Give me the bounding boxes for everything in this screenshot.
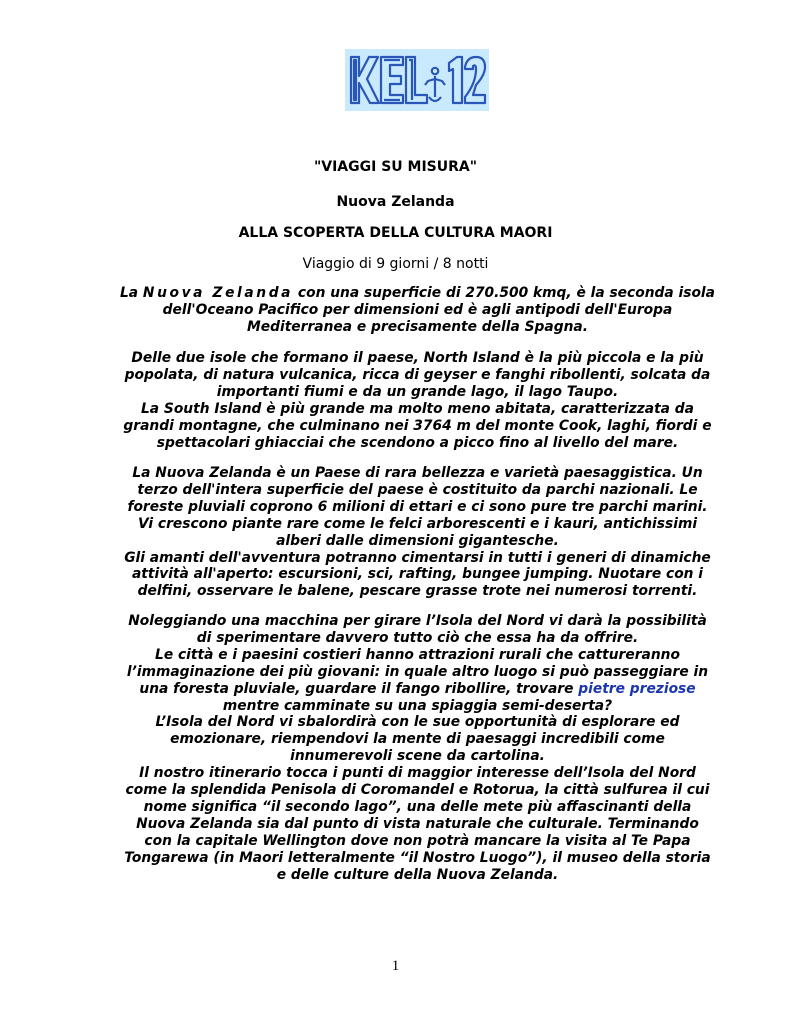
kel12-logo-graphic bbox=[345, 49, 489, 111]
paragraph-line: Il nostro itinerario tocca i punti di maggior interesse dell’Isola del Nord bbox=[139, 765, 696, 782]
subtitle-heading: ALLA SCOPERTA DELLA CULTURA MAORI bbox=[238, 225, 553, 241]
pietre-preziose-link[interactable]: pietre preziose bbox=[578, 680, 696, 697]
paragraph-line: e delle culture della Nuova Zelanda. bbox=[276, 866, 559, 883]
company-logo bbox=[345, 49, 489, 111]
paragraph-line: attività all'aperto: escursioni, sci, rafting, bungee jumping. Nuotare con i bbox=[131, 566, 704, 583]
paragraph-nature bbox=[90, 465, 745, 600]
trip-duration: Viaggio di 9 giorni / 8 notti bbox=[302, 256, 489, 272]
paragraph-line: popolata, di natura vulcanica, ricca di geyser e fanghi ribollenti, solcata da bbox=[124, 366, 711, 383]
paragraph-line: nome significa “il secondo lago”, una delle mete più affascinanti della bbox=[143, 798, 692, 815]
paragraph-line: Delle due isole che formano il paese, North Island è la più piccola e la più bbox=[131, 350, 704, 366]
paragraph-line: Mediterranea e precisamente della Spagna. bbox=[247, 318, 588, 335]
paragraph-line: foreste pluviali coprono 6 milioni di ettari e ci sono pure tre parchi marini. bbox=[127, 498, 708, 515]
paragraph-line: importanti fiumi e da un grande lago, il lago Taupo. bbox=[216, 383, 619, 400]
page-title: "VIAGGI SU MISURA" bbox=[313, 159, 478, 175]
paragraph-intro bbox=[90, 285, 745, 336]
paragraph-line: dell'Oceano Pacifico per dimensioni ed è agli antipodi dell'Europa bbox=[162, 301, 673, 318]
paragraph-line: Le città e i paesini costieri hanno attrazioni rurali che cattureranno bbox=[155, 646, 680, 663]
paragraph-line: La South Island è più grande ma molto meno abitata, caratterizzata da bbox=[140, 400, 694, 417]
paragraph-line: terzo dell'intera superficie del paese è costituito da parchi nazionali. Le bbox=[137, 481, 698, 498]
paragraph-line: innumerevoli scene da cartolina. bbox=[290, 748, 545, 765]
paragraph-line: alberi dalle dimensioni gigantesche. bbox=[276, 532, 559, 549]
paragraph-line: Vi crescono piante rare come le felci arborescenti e i kauri, antichissimi bbox=[137, 515, 698, 532]
paragraph-line: Noleggiando una macchina per girare l’Isola del Nord vi darà la possibilità bbox=[128, 613, 707, 629]
paragraph-line: una foresta pluviale, guardare il fango ribollire, trovare pietre preziose bbox=[139, 680, 696, 697]
paragraph-line: Gli amanti dell'avventura potranno cimentarsi in tutti i generi di dinamiche bbox=[124, 549, 711, 566]
paragraph-line: La Nuova Zelanda con una superficie di 270.500 kmq, è la seconda isola bbox=[120, 285, 715, 301]
paragraph-line: spettacolari ghiacciai che scendono a picco fino al livello del mare. bbox=[156, 434, 679, 451]
page-number: 1 bbox=[391, 958, 400, 974]
paragraph-line: Tongarewa (in Maori letteralmente “il Nostro Luogo”), il museo della storia bbox=[124, 849, 711, 866]
paragraph-line: l’immaginazione dei più giovani: in quale altro luogo si può passeggiare in bbox=[126, 663, 709, 680]
paragraph-itinerary bbox=[90, 613, 745, 884]
paragraph-line: con la capitale Wellington dove non potrà mancare la visita al Te Papa bbox=[144, 832, 691, 849]
paragraph-line: delfini, osservare le balene, pescare grasse trote nei numerosi torrenti. bbox=[137, 583, 698, 600]
paragraph-line: Nuova Zelanda sia dal punto di vista naturale che culturale. Terminando bbox=[136, 815, 699, 832]
paragraph-line: L’Isola del Nord vi sbalordirà con le sue opportunità di esplorare ed bbox=[155, 714, 680, 731]
paragraph-islands bbox=[90, 350, 745, 451]
paragraph-line: di sperimentare davvero tutto ciò che essa ha da offrire. bbox=[196, 629, 639, 646]
paragraph-line: mentre camminate su una spiaggia semi-deserta? bbox=[222, 697, 613, 714]
paragraph-line: come la splendida Penisola di Coromandel e Rotorua, la città sulfurea il cui bbox=[125, 782, 710, 799]
paragraph-line: La Nuova Zelanda è un Paese di rara bellezza e varietà paesaggistica. Un bbox=[132, 465, 703, 481]
paragraph-line: grandi montagne, che culminano nei 3764 m del monte Cook, laghi, fiordi e bbox=[123, 417, 712, 434]
paragraph-line: emozionare, riempendovi la mente di paesaggi incredibili come bbox=[170, 731, 665, 748]
destination-heading: Nuova Zelanda bbox=[336, 194, 455, 210]
